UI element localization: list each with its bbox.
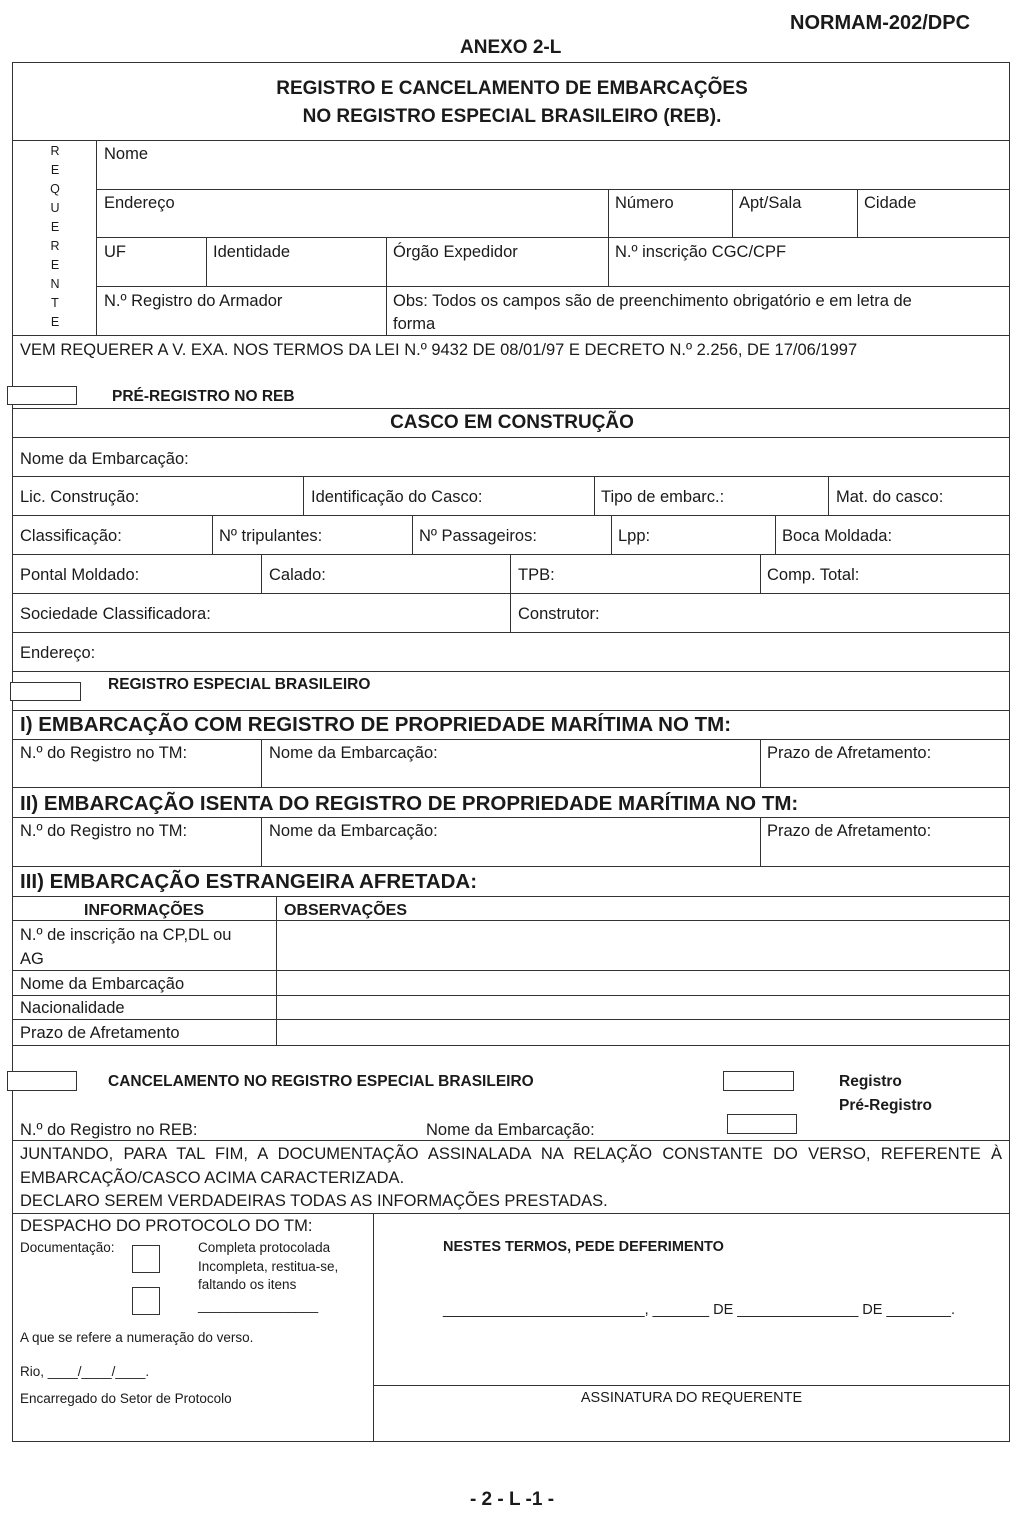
requerente-side-label: R E Q U E R E N T E xyxy=(50,144,60,329)
registro-reb-field[interactable]: N.º do Registro no REB: xyxy=(20,1121,198,1139)
pontal-moldado-field[interactable]: Pontal Moldado: xyxy=(20,566,140,584)
nestes-termos-text: NESTES TERMOS, PEDE DEFERIMENTO xyxy=(443,1239,724,1255)
calado-field[interactable]: Calado: xyxy=(269,566,326,584)
normam-code: NORMAM-202/DPC xyxy=(790,12,971,34)
section-1-title: I) EMBARCAÇÃO COM REGISTRO DE PROPRIEDADE MARÍTIMA NO TM: xyxy=(20,713,732,736)
annex-title: ANEXO 2-L xyxy=(460,37,562,58)
incompleta-checkbox[interactable] xyxy=(132,1287,160,1315)
s2-registro-tm-field[interactable]: N.º do Registro no TM: xyxy=(20,822,188,840)
cancelamento-label: CANCELAMENTO NO REGISTRO ESPECIAL BRASILEIRO xyxy=(108,1073,534,1090)
sociedade-classificadora-field[interactable]: Sociedade Classificadora: xyxy=(20,605,211,623)
observacoes-header: OBSERVAÇÕES xyxy=(284,902,407,919)
juntando-line2: EMBARCAÇÃO/CASCO ACIMA CARACTERIZADA. xyxy=(20,1169,405,1187)
inscricao-cgc-cpf-field[interactable]: N.º inscrição CGC/CPF xyxy=(615,243,787,261)
nome-field[interactable]: Nome xyxy=(104,145,149,163)
numero-field[interactable]: Número xyxy=(615,194,674,212)
nome-embarcacao-field[interactable]: Nome da Embarcação: xyxy=(20,450,189,468)
endereco-field[interactable]: Endereço xyxy=(104,194,175,212)
pre-registro-label: PRÉ-REGISTRO NO REB xyxy=(112,388,295,405)
pre-registro-option-label: Pré-Registro xyxy=(839,1097,933,1114)
pre-registro-checkbox[interactable] xyxy=(7,386,77,405)
reb-label: REGISTRO ESPECIAL BRASILEIRO xyxy=(108,676,371,693)
cancel-nome-embarcacao-field[interactable]: Nome da Embarcação: xyxy=(426,1121,595,1139)
vem-requerer-text: VEM REQUERER A V. EXA. NOS TERMOS DA LEI N.º 9432 DE 08/01/97 E DECRETO N.º 2.256, DE 17/06/1997 xyxy=(20,341,858,359)
construtor-field[interactable]: Construtor: xyxy=(518,605,600,623)
registro-checkbox[interactable] xyxy=(723,1071,794,1091)
comp-total-field[interactable]: Comp. Total: xyxy=(767,566,860,584)
s2-nome-embarcacao-field[interactable]: Nome da Embarcação: xyxy=(269,822,438,840)
boca-moldada-field[interactable]: Boca Moldada: xyxy=(782,527,893,545)
section-2-title: II) EMBARCAÇÃO ISENTA DO REGISTRO DE PROPRIEDADE MARÍTIMA NO TM: xyxy=(20,792,799,815)
uf-field[interactable]: UF xyxy=(104,243,126,261)
s1-prazo-field[interactable]: Prazo de Afretamento: xyxy=(767,744,932,762)
endereco-construtor-field[interactable]: Endereço: xyxy=(20,644,96,662)
obs-line2: forma xyxy=(393,315,436,333)
casco-title: CASCO EM CONSTRUÇÃO xyxy=(390,412,634,433)
form-title-line1: REGISTRO E CANCELAMENTO DE EMBARCAÇÕES xyxy=(276,78,748,99)
declaro-text: DECLARO SEREM VERDADEIRAS TODAS AS INFORMAÇÕES PRESTADAS. xyxy=(20,1192,608,1210)
prazo-afretamento-row: Prazo de Afretamento xyxy=(20,1024,180,1042)
tpb-field[interactable]: TPB: xyxy=(518,566,555,584)
reb-checkbox[interactable] xyxy=(10,682,81,701)
inscricao-cp-line2: AG xyxy=(20,950,44,968)
section-3-title: III) EMBARCAÇÃO ESTRANGEIRA AFRETADA: xyxy=(20,870,478,893)
incompleta-label-line1: Incompleta, restitua-se, xyxy=(198,1259,339,1274)
tipo-embarc-field[interactable]: Tipo de embarc.: xyxy=(601,488,725,506)
cancelamento-checkbox[interactable] xyxy=(7,1071,77,1091)
lic-construcao-field[interactable]: Lic. Construção: xyxy=(20,488,140,506)
s1-nome-embarcacao-field[interactable]: Nome da Embarcação: xyxy=(269,744,438,762)
inscricao-cp-line1: N.º de inscrição na CP,DL ou xyxy=(20,926,232,944)
pre-registro-cancel-checkbox[interactable] xyxy=(727,1114,797,1134)
obs-line1: Obs: Todos os campos são de preenchimento obrigatório e em letra de xyxy=(393,292,912,310)
s1-registro-tm-field[interactable]: N.º do Registro no TM: xyxy=(20,744,188,762)
orgao-expedidor-field[interactable]: Órgão Expedidor xyxy=(393,243,518,261)
rio-date-field[interactable]: Rio, ____/____/____. xyxy=(20,1364,150,1379)
lpp-field[interactable]: Lpp: xyxy=(618,527,651,545)
encarregado-label: Encarregado do Setor de Protocolo xyxy=(20,1391,232,1406)
documentacao-label: Documentação: xyxy=(20,1240,115,1255)
mat-casco-field[interactable]: Mat. do casco: xyxy=(836,488,944,506)
registro-armador-field[interactable]: N.º Registro do Armador xyxy=(104,292,283,310)
juntando-line1: JUNTANDO, PARA TAL FIM, A DOCUMENTAÇÃO ASSINALADA NA RELAÇÃO CONSTANTE DO VERSO, REFERENTE À xyxy=(20,1145,1002,1163)
assinatura-label: ASSINATURA DO REQUERENTE xyxy=(580,1390,803,1406)
tripulantes-field[interactable]: Nº tripulantes: xyxy=(219,527,323,545)
classificacao-field[interactable]: Classificação: xyxy=(20,527,122,545)
informacoes-header: INFORMAÇÕES xyxy=(84,902,204,919)
itens-blank-line[interactable]: ________________ xyxy=(198,1298,319,1313)
apt-sala-field[interactable]: Apt/Sala xyxy=(739,194,802,212)
page-footer: - 2 - L -1 - xyxy=(469,1489,555,1510)
cidade-field[interactable]: Cidade xyxy=(864,194,917,212)
completa-label: Completa protocolada xyxy=(198,1240,331,1255)
incompleta-label-line2: faltando os itens xyxy=(198,1277,297,1292)
nome-embarcacao-row: Nome da Embarcação xyxy=(20,975,185,993)
registro-option-label: Registro xyxy=(839,1073,902,1090)
completa-checkbox[interactable] xyxy=(132,1245,160,1273)
identificacao-casco-field[interactable]: Identificação do Casco: xyxy=(311,488,483,506)
signature-date-line[interactable]: _________________________, _______ DE _______________ DE ________. xyxy=(443,1302,956,1318)
despacho-title: DESPACHO DO PROTOCOLO DO TM: xyxy=(20,1217,313,1235)
identidade-field[interactable]: Identidade xyxy=(213,243,291,261)
s2-prazo-field[interactable]: Prazo de Afretamento: xyxy=(767,822,932,840)
passageiros-field[interactable]: Nº Passageiros: xyxy=(419,527,537,545)
form-title-line2: NO REGISTRO ESPECIAL BRASILEIRO (REB). xyxy=(302,106,722,127)
nacionalidade-row: Nacionalidade xyxy=(20,999,125,1017)
refere-text: A que se refere a numeração do verso. xyxy=(20,1330,254,1345)
